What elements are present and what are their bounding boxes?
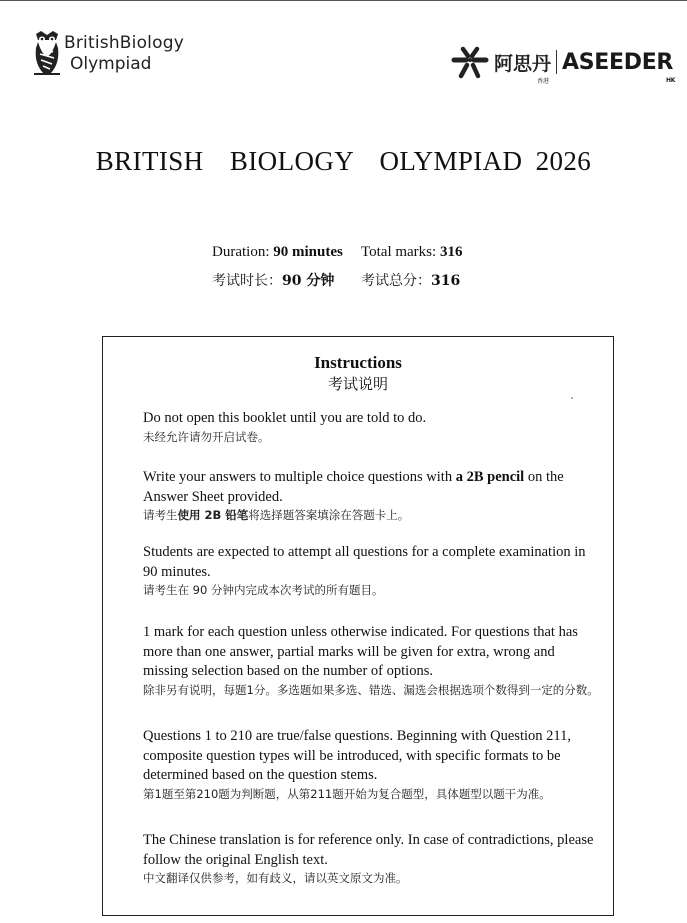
bbo-logo-line1: BritishBiology <box>64 33 184 53</box>
star-icon <box>450 44 490 80</box>
pencil-emphasis: a 2B pencil <box>455 469 525 485</box>
aseeder-en-name: ASEEDER HK <box>562 49 676 84</box>
total-marks-label-cn: 考试总分： <box>361 273 431 289</box>
total-marks-value: 316 <box>439 244 463 260</box>
instructions-title-cn: 考试说明 <box>327 375 388 393</box>
aseeder-cn-sub: 香港 <box>537 77 550 85</box>
duration-label-cn: 考试时长： <box>212 273 282 289</box>
instruction-6-en: The Chinese translation is for reference only. In case of contradictions, please follow the original English text. <box>143 832 594 868</box>
instructions-title: Instructions <box>314 353 402 372</box>
total-marks <box>361 243 462 261</box>
total-marks-value-cn: 316 <box>431 273 461 289</box>
total-marks-label: Total marks: <box>361 244 440 260</box>
instruction-4-cn: 除非另有说明，每题1分。多选题如果多选、错选、漏选会根据选项个数得到一定的分数。 <box>143 682 599 697</box>
instruction-3-en: Students are expected to attempt all questions for a complete examination in 90 minutes. <box>143 544 586 580</box>
instruction-6 <box>143 831 603 887</box>
aseeder-logo <box>450 44 676 85</box>
instruction-1-cn: 未经允许请勿开启试卷。 <box>143 429 270 444</box>
scan-speck <box>571 397 573 399</box>
instruction-3-cn: 请考生在 90 分钟内完成本次考试的所有题目。 <box>143 583 384 597</box>
instruction-2-cn: 请考生使用 2B 铅笔将选择题答案填涂在答题卡上。 <box>143 508 410 522</box>
duration-cn <box>212 272 334 290</box>
instruction-2 <box>143 468 603 524</box>
duration-value-cn: 90 分钟 <box>282 273 335 289</box>
top-border-line <box>0 0 687 1</box>
owl-icon <box>32 30 62 78</box>
aseeder-cn-name: 阿思丹 香港 <box>494 52 552 85</box>
instruction-5-cn: 第1题至第210题为判断题，从第211题开始为复合题型，具体题型以题干为准。 <box>143 786 551 801</box>
duration-value: 90 minutes <box>273 244 343 260</box>
logo-separator <box>556 50 557 74</box>
pencil-emphasis-cn: 使用 2B 铅笔 <box>177 508 249 522</box>
bbo-logo-line2: Olympiad <box>70 54 152 74</box>
instructions-box <box>102 336 614 916</box>
duration-label: Duration: <box>212 244 274 260</box>
instruction-5 <box>143 727 603 803</box>
instruction-6-cn: 中文翻译仅供参考，如有歧义，请以英文原文为准。 <box>143 871 408 885</box>
instruction-1 <box>143 409 603 446</box>
aseeder-en-sub: HK <box>666 76 676 84</box>
instruction-3 <box>143 543 603 599</box>
instruction-1-en: Do not open this booklet until you are told to do. <box>143 410 427 426</box>
bbo-logo <box>32 30 184 78</box>
instruction-4 <box>143 623 603 699</box>
page-title: BRITISH BIOLOGY OLYMPIAD 2026 <box>95 146 592 176</box>
duration <box>212 243 343 261</box>
instruction-2-en: Write your answers to multiple choice questions with a 2B pencil on the Answer Sheet provided. <box>143 469 564 505</box>
total-marks-cn <box>361 272 460 290</box>
instruction-5-en: Questions 1 to 210 are true/false questions. Beginning with Question 211, composite question types will be introduced, with specific formats to be determined based on the question stems. <box>143 728 571 783</box>
instruction-4-en: 1 mark for each question unless otherwise indicated. For questions that has more than one answer, partial marks will be given for extra, wrong and missing selection based on the number of options. <box>143 624 578 679</box>
